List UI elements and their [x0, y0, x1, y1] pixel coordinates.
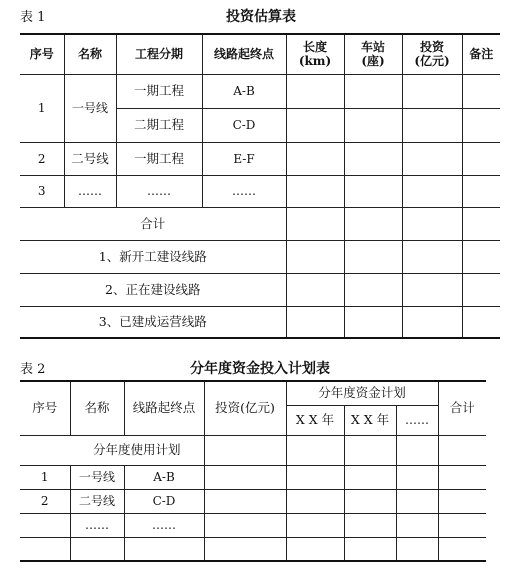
table1-caption: 表 1: [20, 10, 46, 25]
table-row: [20, 465, 486, 489]
header-investment: 投资 (亿元): [402, 34, 462, 74]
summary-row: [20, 273, 500, 306]
t2-header-more: ……: [396, 405, 438, 435]
table2-title: 分年度资金投入计划表: [190, 361, 330, 377]
table-row: [20, 513, 486, 537]
section-row: [20, 435, 486, 465]
summary-new-lines: 1、新开工建设线路: [20, 240, 286, 273]
t2-row-route: C-D: [124, 489, 204, 513]
t2-header-year2: X X 年: [344, 405, 396, 435]
t2-row-route: ……: [124, 513, 204, 537]
summary-row: [20, 240, 500, 273]
t2-row-name: ……: [70, 513, 124, 537]
table-row: [20, 142, 500, 175]
investment-estimate-table: [20, 33, 500, 339]
t2-row-no: 2: [20, 489, 70, 513]
row-name: 二号线: [64, 142, 116, 175]
t2-row-name: 一号线: [70, 465, 124, 489]
t2-row-no: [20, 513, 70, 537]
summary-total: 合计: [20, 207, 286, 240]
row-name: 一号线: [64, 74, 116, 142]
row-route: ……: [202, 175, 286, 207]
t2-header-total: 合计: [438, 381, 486, 435]
table-row: [20, 489, 486, 513]
t2-row-name: 二号线: [70, 489, 124, 513]
table1-title: 投资估算表: [226, 9, 296, 25]
header-no: 序号: [20, 34, 64, 74]
header-remark: 备注: [462, 34, 500, 74]
table2-header-row: [20, 381, 486, 405]
annual-funding-plan-table: [20, 380, 486, 562]
row-name: ……: [64, 175, 116, 207]
t2-header-investment: 投资(亿元): [204, 381, 286, 435]
t2-header-no: 序号: [20, 381, 70, 435]
row-phase: ……: [116, 175, 202, 207]
summary-row: [20, 306, 500, 338]
row-phase: 二期工程: [116, 108, 202, 142]
table-row: [20, 74, 500, 108]
t2-header-route: 线路起终点: [124, 381, 204, 435]
header-phase: 工程分期: [116, 34, 202, 74]
summary-row: [20, 207, 500, 240]
row-no: 2: [20, 142, 64, 175]
t2-header-plan: 分年度资金计划: [286, 381, 438, 405]
summary-in-operation: 3、已建成运营线路: [20, 306, 286, 338]
header-name: 名称: [64, 34, 116, 74]
t2-header-name: 名称: [70, 381, 124, 435]
t2-section-label: 分年度使用计划: [70, 435, 204, 465]
table-row: [20, 175, 500, 207]
row-no: 3: [20, 175, 64, 207]
row-phase: 一期工程: [116, 74, 202, 108]
header-route: 线路起终点: [202, 34, 286, 74]
header-stations: 车站 (座): [344, 34, 402, 74]
table1-header-row: [20, 34, 500, 74]
t2-header-year1: X X 年: [286, 405, 344, 435]
row-route: A-B: [202, 74, 286, 108]
row-phase: 一期工程: [116, 142, 202, 175]
table-row: [20, 537, 486, 561]
row-no: 1: [20, 74, 64, 142]
table2-caption: 表 2: [20, 362, 46, 377]
row-route: E-F: [202, 142, 286, 175]
summary-under-construction: 2、正在建设线路: [20, 273, 286, 306]
t2-row-route: A-B: [124, 465, 204, 489]
row-route: C-D: [202, 108, 286, 142]
t2-row-no: 1: [20, 465, 70, 489]
header-length: 长度 (km): [286, 34, 344, 74]
